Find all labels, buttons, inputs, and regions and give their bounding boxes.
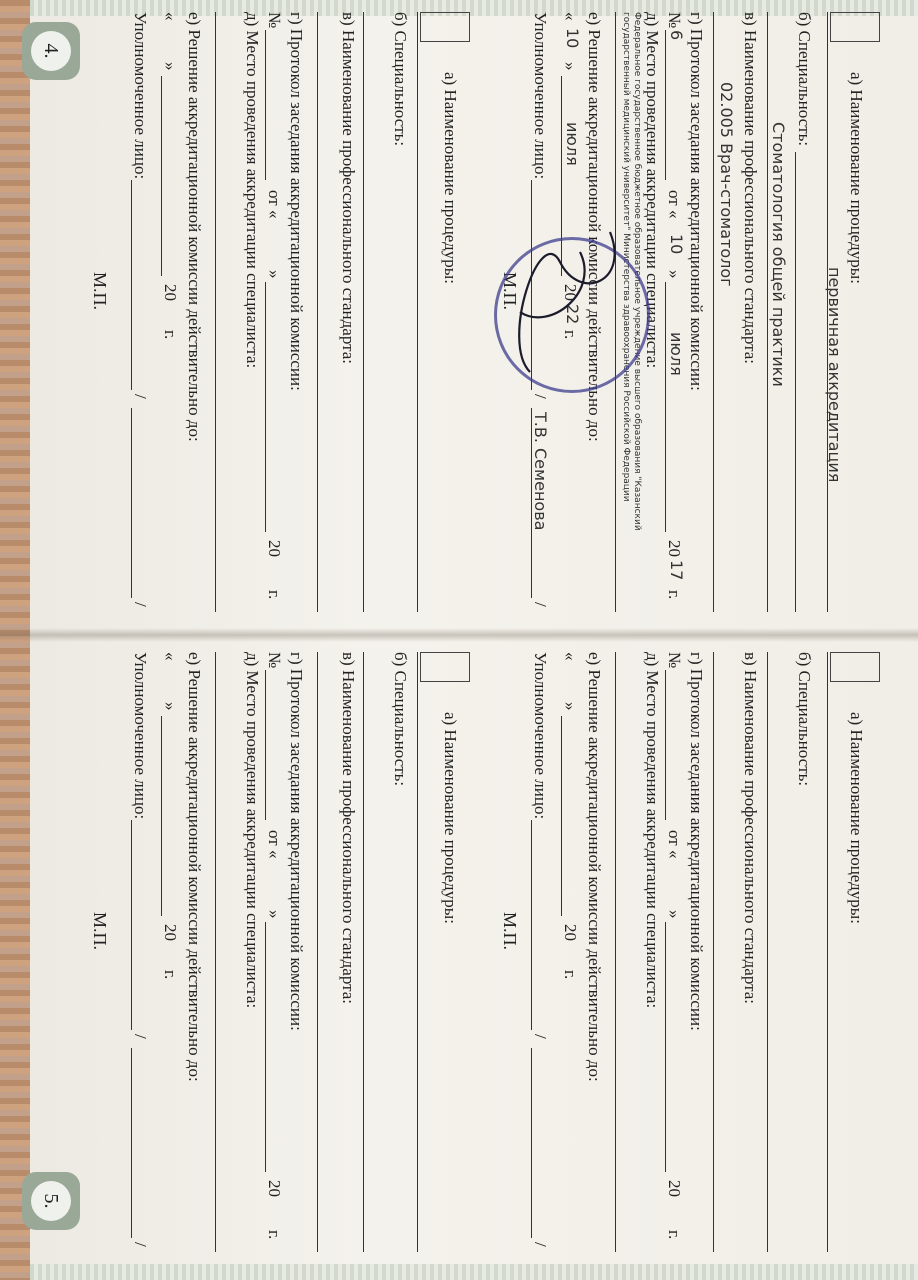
page-fold	[0, 628, 918, 642]
page-number-5-text: 5.	[31, 1181, 71, 1221]
p5-b-decision-year-suffix: г.	[161, 970, 180, 980]
b-protocol-no: №	[265, 12, 284, 29]
p5-b-protocol-label: г) Протокол заседания аккредитационной комиссии:	[287, 652, 306, 1031]
p5-decision-open: «	[561, 652, 580, 661]
specialty-rule	[795, 152, 796, 612]
b-protocol-from: от «	[265, 190, 284, 219]
b-place-label: д) Место проведения аккредитации специалиста:	[243, 12, 262, 369]
procedure-box-p5	[830, 652, 880, 682]
p5-b-protocol-year: 20	[265, 1180, 284, 1197]
p5-person-name-rule	[531, 1048, 532, 1238]
b-specialty-label: б) Специальность:	[391, 12, 410, 147]
p5-specialty-label: б) Специальность:	[795, 652, 814, 787]
b-standard-rule	[317, 12, 318, 612]
decision-month: июля	[563, 122, 582, 166]
b-decision-year: 20	[161, 284, 180, 301]
b-protocol-close: »	[265, 270, 284, 279]
b-place-rule	[215, 12, 216, 612]
b-decision-month-rule	[161, 76, 162, 276]
p5-protocol-from: от «	[665, 830, 684, 859]
protocol-no-rule	[665, 30, 666, 180]
b-decision-open: «	[161, 12, 180, 21]
specialty-label: б) Специальность:	[795, 12, 814, 147]
person-name-rule	[531, 408, 532, 598]
p5-b-mp-label: М.П.	[90, 912, 110, 951]
protocol-year: 17	[667, 560, 686, 581]
place-value: Федеральное государственное бюджетное образовательное учреждение высшего образования "Казанский государственный медицинский университет" Министерства здравоохранения Российской Федерации	[621, 12, 642, 531]
p5-place-label: д) Место проведения аккредитации специалиста:	[643, 652, 662, 1009]
p5-protocol-close: »	[665, 910, 684, 919]
p5-b-person-name-rule	[131, 1048, 132, 1238]
decision-year-prefix: 20	[561, 284, 580, 301]
procedure-box-p5-2	[420, 652, 470, 682]
page-number-4	[22, 22, 80, 80]
p5-b-standard-label: в) Наименование профессионального стандарта:	[339, 652, 358, 1004]
protocol-no-prefix: №	[665, 12, 684, 29]
p5-standard-rule	[713, 652, 714, 1252]
b-decision-label: е) Решение аккредитационной комиссии действительно до:	[185, 12, 204, 442]
handwritten-signature	[490, 222, 640, 382]
p5-standard-label: в) Наименование профессионального стандарта:	[741, 652, 760, 1004]
p5-b-decision-close: »	[161, 702, 180, 711]
protocol-from: от «	[665, 190, 684, 219]
protocol-label: г) Протокол заседания аккредитационной комиссии:	[687, 12, 706, 391]
p5-procedure-rule	[827, 652, 828, 1252]
page-number-4-text: 4.	[31, 31, 71, 71]
p5-protocol-month-rule	[665, 922, 666, 1172]
standard-rule	[713, 12, 714, 612]
p5-specialty-rule	[767, 652, 768, 1252]
decision-label: е) Решение аккредитационной комиссии действительно до:	[585, 12, 604, 442]
decision-year: 22	[563, 304, 582, 325]
p5-b-protocol-year-suffix: г.	[265, 1230, 284, 1240]
b-standard-label: в) Наименование профессионального стандарта:	[339, 12, 358, 364]
procedure-value: первичная аккредитация	[825, 267, 844, 483]
p5-b-person-label: Уполномоченное лицо:	[131, 652, 150, 820]
place-label: д) Место проведения аккредитации специалиста:	[643, 12, 662, 369]
p5-mp-label: М.П.	[500, 912, 520, 951]
p5-person-label: Уполномоченное лицо:	[531, 652, 550, 820]
p5-decision-close: »	[561, 702, 580, 711]
b-person-name-rule	[131, 408, 132, 598]
p5-person-slash-1: /	[531, 1034, 550, 1039]
p5-decision-month-rule	[561, 716, 562, 916]
b-protocol-month-rule	[265, 282, 266, 532]
procedure-label: а) Наименование процедуры:	[847, 72, 866, 284]
p5-protocol-label: г) Протокол заседания аккредитационной комиссии:	[687, 652, 706, 1031]
p5-b-place-rule	[215, 652, 216, 1252]
p5-protocol-no: №	[665, 652, 684, 669]
person-label: Уполномоченное лицо:	[531, 12, 550, 180]
p5-b-person-slash-2: /	[131, 1242, 150, 1247]
b-decision-close: »	[161, 62, 180, 71]
protocol-year-suffix: г.	[665, 590, 684, 600]
procedure-box-2	[420, 12, 470, 42]
protocol-year-prefix: 20	[665, 540, 684, 557]
specialty-value: Стоматология общей практики	[769, 122, 788, 387]
p5-b-protocol-no: №	[265, 652, 284, 669]
p5-b-protocol-no-rule	[265, 670, 266, 820]
protocol-close: »	[665, 270, 684, 279]
p5-b-decision-open: «	[161, 652, 180, 661]
p5-decision-label: е) Решение аккредитационной комиссии действительно до:	[585, 652, 604, 1082]
ornament-border-bottom	[30, 1264, 918, 1280]
p5-b-decision-year: 20	[161, 924, 180, 941]
p5-b-decision-label: е) Решение аккредитационной комиссии действительно до:	[185, 652, 204, 1082]
procedure-rule	[827, 12, 828, 612]
b-protocol-year-suffix: г.	[265, 590, 284, 600]
b-procedure-rule	[417, 12, 418, 612]
person-slash-1: /	[531, 394, 550, 399]
decision-open: «	[561, 12, 580, 21]
b-decision-year-suffix: г.	[161, 330, 180, 340]
p5-decision-year-suffix: г.	[561, 970, 580, 980]
specialty-rule-2	[767, 12, 768, 612]
p5-b-decision-month-rule	[161, 716, 162, 916]
p5-b-person-slash-1: /	[131, 1034, 150, 1039]
p5-b-specialty-label: б) Специальность:	[391, 652, 410, 787]
p5-b-place-label: д) Место проведения аккредитации специалиста:	[243, 652, 262, 1009]
p5-b-specialty-rule	[363, 652, 364, 1252]
b-person-label: Уполномоченное лицо:	[131, 12, 150, 180]
protocol-month-rule	[665, 282, 666, 532]
p5-decision-year: 20	[561, 924, 580, 941]
procedure-box	[830, 12, 880, 42]
p5-b-protocol-from: от «	[265, 830, 284, 859]
p5-b-procedure-label: а) Наименование процедуры:	[441, 712, 460, 924]
p5-protocol-no-rule	[665, 670, 666, 820]
decision-day: 10	[563, 28, 582, 49]
b-procedure-label: а) Наименование процедуры:	[441, 72, 460, 284]
b-protocol-year: 20	[265, 540, 284, 557]
protocol-month: июля	[667, 332, 686, 376]
p5-procedure-label: а) Наименование процедуры:	[847, 712, 866, 924]
b-specialty-rule	[363, 12, 364, 612]
standard-label: в) Наименование профессионального стандарта:	[741, 12, 760, 364]
p5-b-standard-rule	[317, 652, 318, 1252]
p5-protocol-year-suffix: г.	[665, 1230, 684, 1240]
p5-person-slash-2: /	[531, 1242, 550, 1247]
p5-b-protocol-month-rule	[265, 922, 266, 1172]
page-4	[10, 12, 880, 612]
person-name: Т.В. Семенова	[531, 412, 550, 531]
p5-b-protocol-close: »	[265, 910, 284, 919]
page-number-5	[22, 1172, 80, 1230]
b-protocol-no-rule	[265, 30, 266, 180]
decision-year-suffix: г.	[561, 330, 580, 340]
b-protocol-label: г) Протокол заседания аккредитационной комиссии:	[287, 12, 306, 391]
decision-close: »	[561, 62, 580, 71]
person-slash-2: /	[531, 602, 550, 607]
p5-person-rule	[531, 820, 532, 1030]
page-5	[10, 652, 880, 1252]
b-person-slash-2: /	[131, 602, 150, 607]
protocol-no: 6	[667, 30, 686, 41]
p5-protocol-year: 20	[665, 1180, 684, 1197]
b-person-slash-1: /	[131, 394, 150, 399]
b-mp-label: М.П.	[90, 272, 110, 311]
p5-b-procedure-rule	[417, 652, 418, 1252]
p5-place-rule	[615, 652, 616, 1252]
protocol-day: 10	[667, 234, 686, 255]
p5-b-person-rule	[131, 820, 132, 1030]
standard-value: 02.005 Врач-стоматолог	[717, 82, 736, 287]
mp-label: М.П.	[500, 272, 520, 311]
b-person-rule	[131, 180, 132, 390]
